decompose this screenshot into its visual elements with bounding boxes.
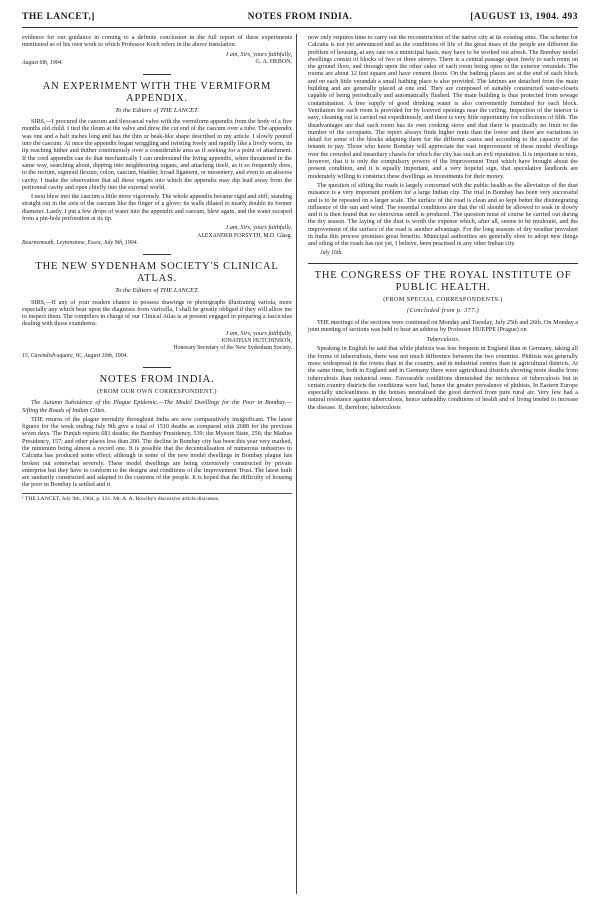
article-title-notes-india: NOTES FROM INDIA. [99,373,215,385]
separator [143,254,171,255]
vermiform-paragraph-1: SIRS,—I procured the caecum and ileocaecal valve with the vermiform appendix from the body of a five months old child. I tied the ileum at the valve and drew the cut end of the caecum over a tube. The appendix was one and a half inches long and has the thin or beak-like shape described in my article. I slowly poured into the caecum. At once the appendix began wriggling and twisting freely and rapidly like a lively worm, its tip reaching hither and thither continuously over a considerable area as if seeking for a point of attachment. If the cord appendix can do that mechanically I can understand the living appendix, when threatened in the same way, searching about, dipping into neighbouring organs, and attaching itself, as it so frequently does, to the rectum, sigmoid flexure, colon, caecum, bladder, broad ligament, or mesentery, and even to an abscess cavity. I make the observation that all these organs into which the appendix may dip lead away from the peritoneal cavity and open chiefly into the external world. [22,118,292,191]
separator [308,263,578,264]
congress-continued-note: (Concluded from p. 377.) [406,307,480,315]
sydenham-address: 15, Cavendish-square, W., August 10th, 1904. [22,352,128,359]
intro-signature-line [22,59,292,67]
sydenham-signoff: I am, Sirs, yours faithfully, [226,329,292,337]
to-editors: To the Editors of THE LANCET. [115,287,199,295]
article-title-congress: THE CONGRESS OF THE ROYAL INSTITUTE OF PUBLIC HEALTH. [314,269,572,293]
to-editors: To the Editors of THE LANCET. [115,106,199,114]
vermiform-paragraph-2: I next blew into the caecum a little more vigorously. The whole appendix became rigid and stiff, standing straight out in the axis of the caecum like the finger of a glove; its walls dilated to nearly double its former diameter. Lastly, I put a few drops of water into the appendix and caecum, blew again, and the water escaped from a pin-hole perforation at its tip. [22,193,292,223]
separator [143,367,171,368]
congress-subhead: (FROM SPECIAL CORRESPONDENTS.) [383,295,503,303]
sydenham-role: Honorary Secretary of the New Sydenham Society. [173,345,292,352]
vermiform-signoff: I am, Sirs, yours faithfully, [226,224,292,232]
left-column [22,34,292,504]
india-continued-paragraph-1: now only requires time to carry out the reconstruction of the native city at its existing sites. The scheme for Calcutta is not yet announced and as the conditions of life of the great mass of the people are different the problem of housing, at any rate on a municipal basis, may have to be worked out afresh. The Bombay model dwellings consist of blocks of two or three storeys. There is a central passage upon freely to each room on the ground floor, and through upon the other sides of each room being open to the exterior verandah. The rooms are about 12 feet square and have cement floors. On the bathing places are at the end of each block and on each little verandah a small bathing place is also provided. The latrines are detached from the main building and are generally placed at one end. They are composed of suitably constructed water-closets capable of being periodically and automatically flushed. The main building is thus protected from sewage contamination. A free supply of good drinking water is also conveniently furnished for each block. Ventilation for each room is provided for by louvred openings near the ceiling. Inspection of the interior is easy, cleaning out is carried out expeditiously, and there is very little opportunity for collections of filth. The disadvantages are that each room has its own cooking stove and that there is practically no limit to the number of the occupants. The report always finds higher rents than the lower and there are variations in detail for some of the blocks adapting them for the different castes and according to the capacity of the tenants to pay. Those who know Bombay will appreciate the vast improvement of these model dwellings over the crowded and insanitary chawls for which the city has such an evil reputation. It is important to note, however, that it is only the compulsory powers of the Improvement Trust which have brought about the present condition, and it is equally important, and a very hopeful sign, that speculative landlords are moderately willing to construct these dwellings as investments for their money. [308,34,578,180]
header-rule [22,27,578,28]
article-title-sydenham: THE NEW SYDENHAM SOCIETY'S CLINICAL ATLAS. [35,261,279,285]
congress-paragraph-2: Speaking in English he said that while phthisis was less frequent in England than in Germany, taking all the forms of tuberculosis, there was not much difference between the two countries. Phthisis was generally more widespread in the towns than in the country, and in industrial centres than in agricultural districts. At the same time, both in England and in Germany there were agricultural districts showing more deaths from tuberculosis than industrial ones. Favourable conditions diminished the incidence of tuberculosis but in certain country districts the conditions were bad, hence the greater prevalence of phthisis. In Eastern Europe especially uncleanliness in the houses neutralised the good derived from pure rural air. Very few had a natural resistance against tuberculosis, hence unhealthy conditions of health and of living tended to increase the disease. If, therefore, tuberculosis [308,345,578,411]
sydenham-author: JONATHAN HUTCHINSON, [221,338,292,345]
intro-paragraph: evidence for our guidance in coming to a definite conclusion in the full report of these experiments mentioned as of his own work to which Professor Koch refers in the above translation. [22,34,292,49]
vermiform-author: ALEXANDER FORSYTH, M.D. Glasg. [197,232,292,239]
intro-date: August 6th, 1904. [22,59,63,66]
india-continued-paragraph-2: The question of sifting the roads is largely concerned with the public health as the alleviation of the dust nuisance is a very important problem for a large Indian city. The trial in Bombay has been very successful and is to be repeated on a larger scale. The surface of the road is clean and so kept better the disintegrating influence of the sun and wind. The essential conditions are that the oil should be allowed to soak in slowly and it is then found that no obnoxious smell is produced. The question must of course be carried out during the dry season. The laying of the dust is worth the expense which, after all, seems to be moderate, and the improvement of the surface of the road is another advantage. For the long seasons of dry weather prevalent in India this process promises great benefits. Municipal authorities are generally slow to adopt new things and oiling of the roads has not yet, I believe, been practised in any other Indian city. [308,181,578,248]
footnote: ¹ THE LANCET, July 9th, 1904, p. 121. Mr. A. A. Bowlby's discursive article discusses. [22,493,292,503]
notes-india-lead: The Autumn Subsidence of the Plague Epidemic.—The Model Dwellings for the Poor in Bombay.—Sifting the Roads of Indian Cities. [22,399,292,414]
column-divider [296,34,297,894]
vermiform-address: Bournemouth, Leytonstone, Essex, July 9th, 1904. [22,239,138,246]
running-header [22,10,578,26]
date-page-number: [AUGUST 13, 1904. 493 [470,12,578,22]
congress-paragraph-1: THE meetings of the sections were continued on Monday and Tuesday, July 25th and 26th. On Monday a joint meeting of sections was held to hear an address by Professor HUEPPE (Prague) on [308,318,578,333]
notes-india-paragraph-1: THE returns of the plague mortality throughout India are now comparatively insignificant. The latest figures for the week ending July 9th give a total of 1510 deaths as compared with 2688 for the previous seven days. The Punjab reports 681 deaths; the Bombay Presidency, 539; the Mysore State, 256; the Madras Presidency, 157; and other places less than 200. The decline in Bombay city has been this year very marked, the minimum being almost a record one. It is possible that the decentralisation of numerous industries to Calcutta has produced some effect, although in some of the new model dwellings in Bombay plague has broken out somewhat severely. These model dwellings are being extensively constructed by private enterprise but they have to conform to the designs and conditions of the Improvement Trust. The latest built are sanitarily constructed and adapted to the customs of the people. It is hoped that the difficulty of housing the poor in Bombay is settled and it [22,415,292,489]
section-title: NOTES FROM INDIA. [247,12,353,22]
correspondent-subhead: (FROM OUR OWN CORRESPONDENT.) [97,387,217,395]
journal-name: THE LANCET,] [22,12,95,22]
tuberculosis-subheading: Tuberculosis. [426,336,460,344]
india-continued-date: July 16th. [320,249,343,256]
intro-signoff: I am, Sirs, yours faithfully, [226,50,292,58]
right-column [308,34,578,413]
separator [143,74,171,75]
sydenham-paragraph-1: SIRS,—If any of your readers chance to possess drawings or photographs illustrating variola, more especially any which bear upon the diagnosis from varicella, I shall be greatly obliged if they will allow me to inspect them. The compilers in charge of our Clinical Atlas is at present engaged in preparing a fasciculus dealing with those exanthems. [22,298,292,328]
intro-author: G. A. HEBON. [255,58,292,65]
article-title-vermiform: AN EXPERIMENT WITH THE VERMIFORM APPENDIX. [42,80,272,104]
